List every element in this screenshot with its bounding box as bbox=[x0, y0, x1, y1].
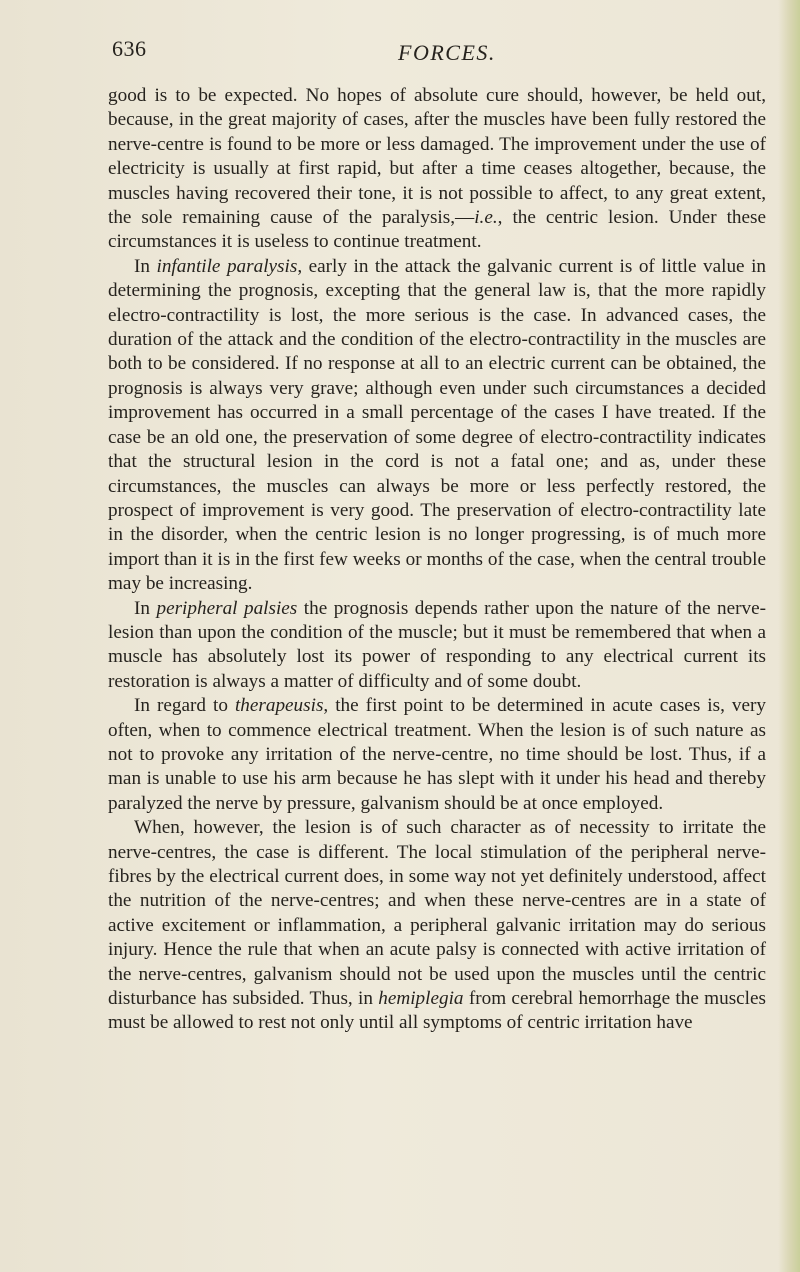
body-text bbox=[108, 84, 766, 1036]
text-run: , the centric lesion. Under these circumstances it is useless to continue treatment. bbox=[108, 207, 766, 253]
italic-text-run: i.e. bbox=[474, 207, 498, 229]
text-run: In bbox=[134, 255, 157, 277]
text-run: , early in the attack the galvanic current is of little value in determining the prognosis, excepting that the general law is, that the more rapidly electro-contractility is lost, the more serious is the case. In advanced cases, the duration of the attack and the condition of the electro-contractility in the muscles are both to be considered. If no response at all to an electric current can be obtained, the prognosis is always very grave; although even under such circumstances a decided improvement has occurred in a small percentage of the cases I have treated. If the case be an old one, the preservation of some degree of electro-contractility indicates that the structural lesion in the cord is not a fatal one; and as, under these circumstances, the muscles can always be more or less perfectly restored, the prospect of improvement is very good. The preservation of electro-contractility late in the disorder, when the centric lesion is no longer progressing, is of much more import than it is in the first few weeks or months of the case, when the central trouble may be increasing. bbox=[108, 255, 766, 595]
paragraph bbox=[108, 84, 766, 255]
paragraph bbox=[108, 255, 766, 597]
text-run: , the first point to be determined in acute cases is, very often, when to commence electrical treatment. When the lesion is of such nature as not to provoke any irritation of the nerve-centre, no time should be lost. Thus, if a man is unable to use his arm because he has slept with it under his head and thereby paralyzed the nerve by pressure, galvanism should be at once employed. bbox=[108, 695, 766, 814]
paragraph bbox=[108, 597, 766, 695]
page-edge-shadow bbox=[778, 0, 800, 1272]
text-run: good is to be expected. No hopes of absolute cure should, however, be held out, because, in the great majority of cases, after the muscles have been fully restored the nerve-centre is found to be more or less damaged. The improvement under the use of electricity is usually at first rapid, but after a time ceases altogether, because, the muscles having recovered their tone, it is not possible to affect, to any great extent, the sole remaining cause of the paralysis,— bbox=[108, 85, 766, 229]
text-run: In bbox=[134, 597, 157, 619]
italic-text-run: peripheral palsies bbox=[156, 597, 298, 619]
paragraph bbox=[108, 694, 766, 816]
paragraph bbox=[108, 816, 766, 1036]
text-run: from cerebral hemorrhage the muscles must be allowed to rest not only until all symptoms of centric irritation have bbox=[108, 988, 766, 1034]
text-run: the prognosis depends rather upon the nature of the nerve-lesion than upon the condition of the muscle; but it must be remembered that when a muscle has absolutely lost its power of responding to any electrical current its restoration is always a matter of difficulty and of some doubt. bbox=[108, 597, 767, 692]
italic-text-run: therapeusis bbox=[234, 695, 324, 717]
text-run: When, however, the lesion is of such character as of necessity to irritate the nerve-centres, the case is different. The local stimulation of the peripheral nerve-fibres by the electrical current does, in some way not yet definitely understood, affect the nutrition of the nerve-centres; and when these nerve-centres are in a state of active excitement or inflammation, a peripheral galvanic irritation may do serious injury. Hence the rule that when an acute palsy is connected with active irritation of the nerve-centres, galvanism should not be used upon the muscles until the centric disturbance has subsided. Thus, in bbox=[108, 817, 766, 1010]
text-run: In regard to bbox=[134, 695, 235, 717]
page-header bbox=[0, 36, 800, 68]
italic-text-run: hemiplegia bbox=[378, 988, 464, 1010]
italic-text-run: infantile paralysis bbox=[156, 255, 298, 277]
running-head: FORCES. bbox=[398, 40, 496, 65]
page-number: 636 bbox=[112, 36, 147, 61]
